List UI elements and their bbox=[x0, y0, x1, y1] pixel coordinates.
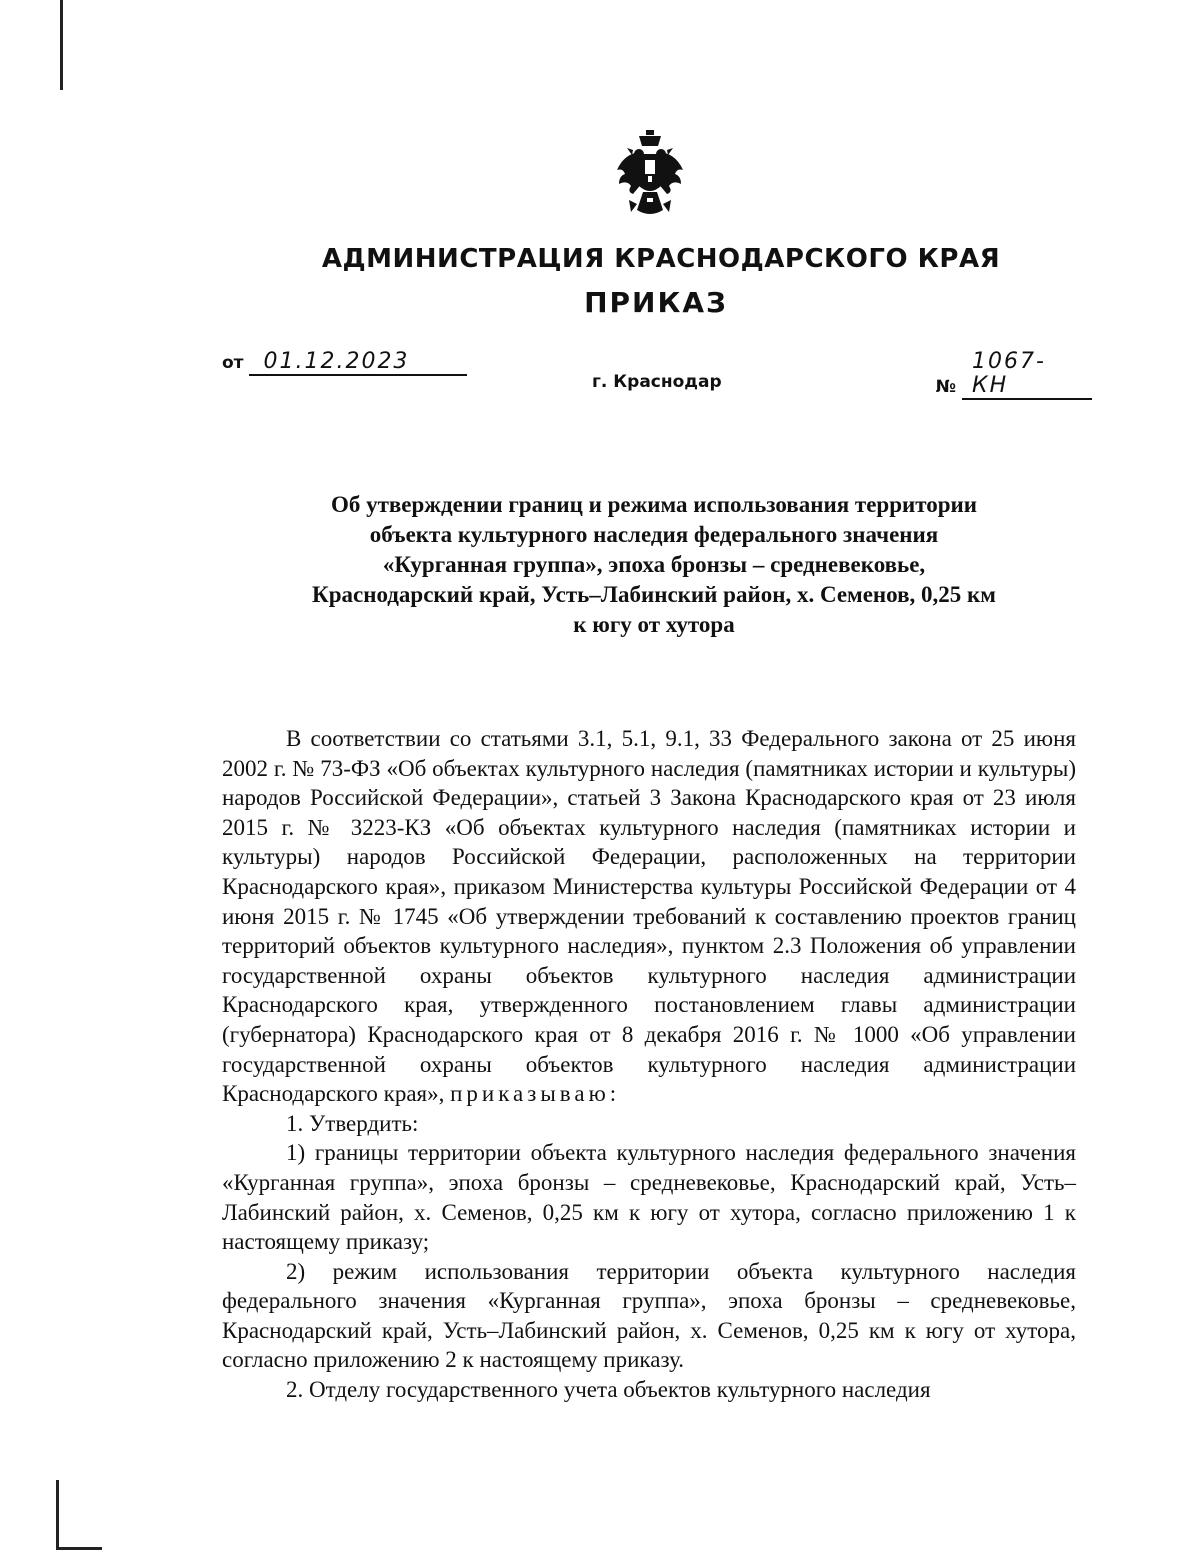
organization-title: АДМИНИСТРАЦИЯ КРАСНОДАРСКОГО КРАЯ bbox=[321, 244, 1001, 274]
handwritten-number: 1067-КН bbox=[962, 350, 1092, 400]
order-word: приказываю: bbox=[450, 1081, 621, 1107]
item-2: 2. Отделу государственного учета объектов культурного наследия bbox=[286, 1377, 931, 1403]
subject-line: Об утверждении границ и режима использования территории bbox=[330, 492, 978, 517]
coat-of-arms-icon bbox=[615, 130, 685, 220]
date-block bbox=[222, 350, 467, 376]
subject-line: «Курганная группа», эпоха бронзы – средневековье, bbox=[382, 552, 926, 577]
city-label: г. Краснодар bbox=[592, 372, 722, 392]
order-subject bbox=[222, 490, 1086, 640]
scan-artifact-top bbox=[60, 0, 63, 90]
scan-artifact-foot bbox=[56, 1547, 102, 1550]
subject-line: к югу от хутора bbox=[573, 612, 735, 637]
subject-line: объекта культурного наследия федерального значения bbox=[369, 522, 939, 547]
number-block bbox=[936, 350, 1092, 400]
subject-line: Краснодарский край, Усть–Лабинский район, х. Семенов, 0,25 км bbox=[312, 582, 996, 607]
document-meta bbox=[222, 340, 1092, 400]
preamble-text: В соответствии со статьями 3.1, 5.1, 9.1, 33 Федерального закона от 25 июня 2002 г. № 73-ФЗ «Об объектах культурного наследия (памятниках истории и культуры) народов Российской Федерации», статьей 3 Закона Краснодарского края от 23 июля 2015 г. № 3223-КЗ «Об объектах культурного наследия (памятниках истории и культуры) народов Российской Федерации, расположенных на территории Краснодарского края», приказом Министерства культуры Российской Федерации от 4 июня 2015 г. № 1745 «Об утверждении требований к составлению проектов границ территорий объектов культурного наследия», пунктом 2.3 Положения об управлении государственной охраны объектов культурного наследия администрации Краснодарского края, утвержденного постановлением главы администрации (губернатора) Краснодарского края от 8 декабря 2016 г. № 1000 «Об управлении государственной охраны объектов культурного наследия администрации Краснодарского края», bbox=[222, 726, 1076, 1107]
item-1: 1. Утвердить: bbox=[286, 1110, 419, 1136]
date-label: от bbox=[222, 353, 244, 373]
item-1-2: 2) режим использования территории объекта культурного наследия федерального значения «Курганная группа», эпоха бронзы – средневековье, Краснодарский край, Усть–Лабинский район, х. Семенов, 0,25 км к югу от хутора, согласно приложению 2 к настоящему приказу. bbox=[222, 1258, 1076, 1373]
order-body bbox=[222, 724, 1076, 1405]
scan-artifact-bottom bbox=[56, 1480, 59, 1550]
item-1-1: 1) границы территории объекта культурного наследия федерального значения «Курганная группа», эпоха бронзы – средневековье, Краснодарский край, Усть–Лабинский район, х. Семенов, 0,25 км к югу от хутора, согласно приложению 1 к настоящему приказу; bbox=[222, 1140, 1076, 1255]
number-label: № bbox=[935, 377, 957, 397]
preamble-paragraph bbox=[222, 724, 1076, 1109]
handwritten-date: 01.12.2023 bbox=[249, 350, 467, 376]
document-type-title: ПРИКАЗ bbox=[584, 286, 728, 319]
